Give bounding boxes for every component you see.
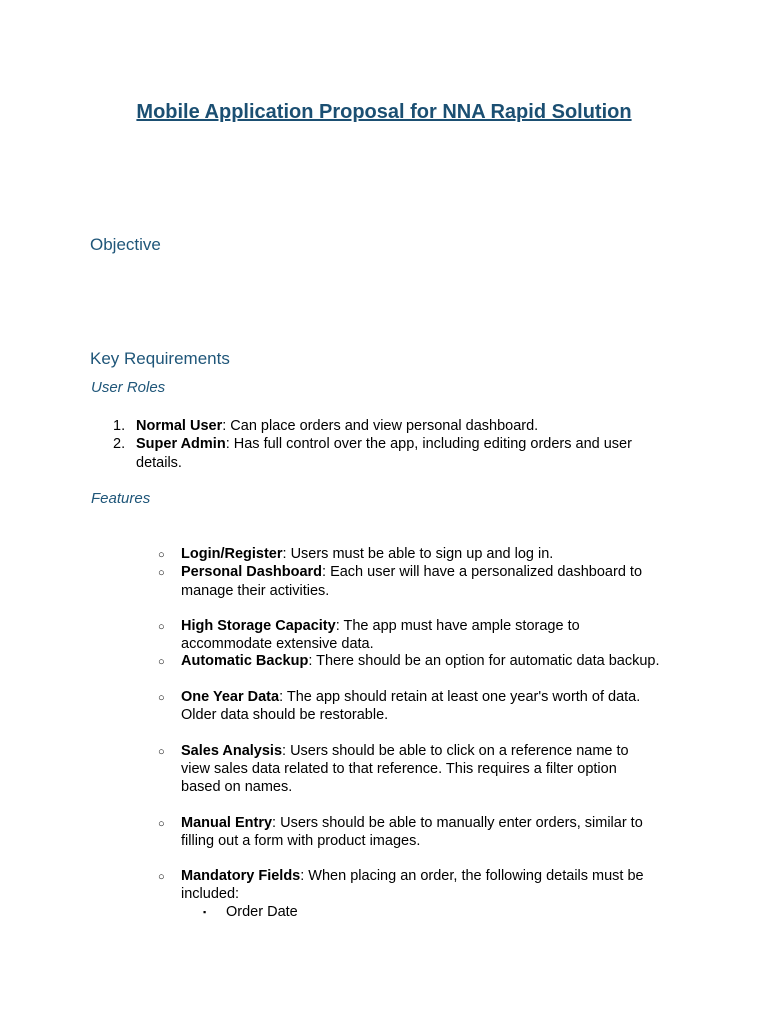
feature-name: Automatic Backup	[181, 653, 309, 669]
feature-name: High Storage Capacity	[181, 618, 336, 634]
square-bullet-icon: ▪	[203, 907, 207, 917]
bullet-icon: ○	[158, 621, 165, 633]
heading-user-roles: User Roles	[91, 379, 166, 396]
role-name: Super Admin	[136, 436, 226, 452]
list-number: 2.	[113, 436, 126, 452]
list-item	[181, 814, 643, 832]
list-item	[181, 867, 644, 885]
bullet-icon: ○	[158, 692, 165, 704]
list-item	[181, 652, 660, 670]
list-item	[181, 563, 642, 581]
feature-text: : Each user will have a personalized dashboard to	[322, 564, 643, 580]
feature-text-continued: included:	[181, 886, 240, 902]
role-text: : Has full control over the app, including editing orders and user	[225, 436, 632, 452]
feature-text-continued: manage their activities.	[181, 583, 330, 599]
feature-text: : The app should retain at least one year's worth of data.	[279, 689, 641, 705]
feature-text: : Users must be able to sign up and log in.	[282, 546, 554, 562]
sub-list-item: Order Date	[226, 904, 298, 920]
feature-text: : Users should be able to manually enter orders, similar to	[272, 815, 643, 831]
feature-text-continued: filling out a form with product images.	[181, 833, 421, 849]
feature-text: : There should be an option for automatic data backup.	[308, 653, 660, 669]
role-text-continued: details.	[136, 455, 182, 471]
list-item	[181, 742, 629, 760]
feature-text: : When placing an order, the following details must be	[300, 868, 644, 884]
feature-name: Manual Entry	[181, 815, 273, 831]
bullet-icon: ○	[158, 871, 165, 883]
feature-text-continued: Older data should be restorable.	[181, 707, 389, 723]
bullet-icon: ○	[158, 818, 165, 830]
bullet-icon: ○	[158, 656, 165, 668]
heading-features: Features	[91, 490, 151, 507]
role-name: Normal User	[136, 418, 223, 434]
feature-name: One Year Data	[181, 689, 280, 705]
list-item	[181, 688, 640, 706]
list-item	[181, 545, 553, 563]
feature-text-continued: based on names.	[181, 779, 293, 795]
feature-text-continued: view sales data related to that reference. This requires a filter option	[181, 761, 617, 777]
list-item	[136, 435, 632, 453]
feature-text-continued: accommodate extensive data.	[181, 636, 374, 652]
list-item	[181, 617, 580, 635]
bullet-icon: ○	[158, 567, 165, 579]
heading-key-requirements: Key Requirements	[90, 349, 230, 368]
heading-objective: Objective	[90, 235, 161, 254]
feature-name: Sales Analysis	[181, 743, 283, 759]
feature-text: : The app must have ample storage to	[335, 618, 580, 634]
feature-text: : Users should be able to click on a reference name to	[282, 743, 629, 759]
page-title: Mobile Application Proposal for NNA Rapid Solution	[136, 101, 632, 123]
feature-name: Mandatory Fields	[181, 868, 301, 884]
list-item	[136, 417, 538, 435]
bullet-icon: ○	[158, 746, 165, 758]
list-number: 1.	[113, 418, 126, 434]
bullet-icon: ○	[158, 549, 165, 561]
role-text: : Can place orders and view personal dashboard.	[222, 418, 539, 434]
feature-name: Personal Dashboard	[181, 564, 323, 580]
feature-name: Login/Register	[181, 546, 283, 562]
